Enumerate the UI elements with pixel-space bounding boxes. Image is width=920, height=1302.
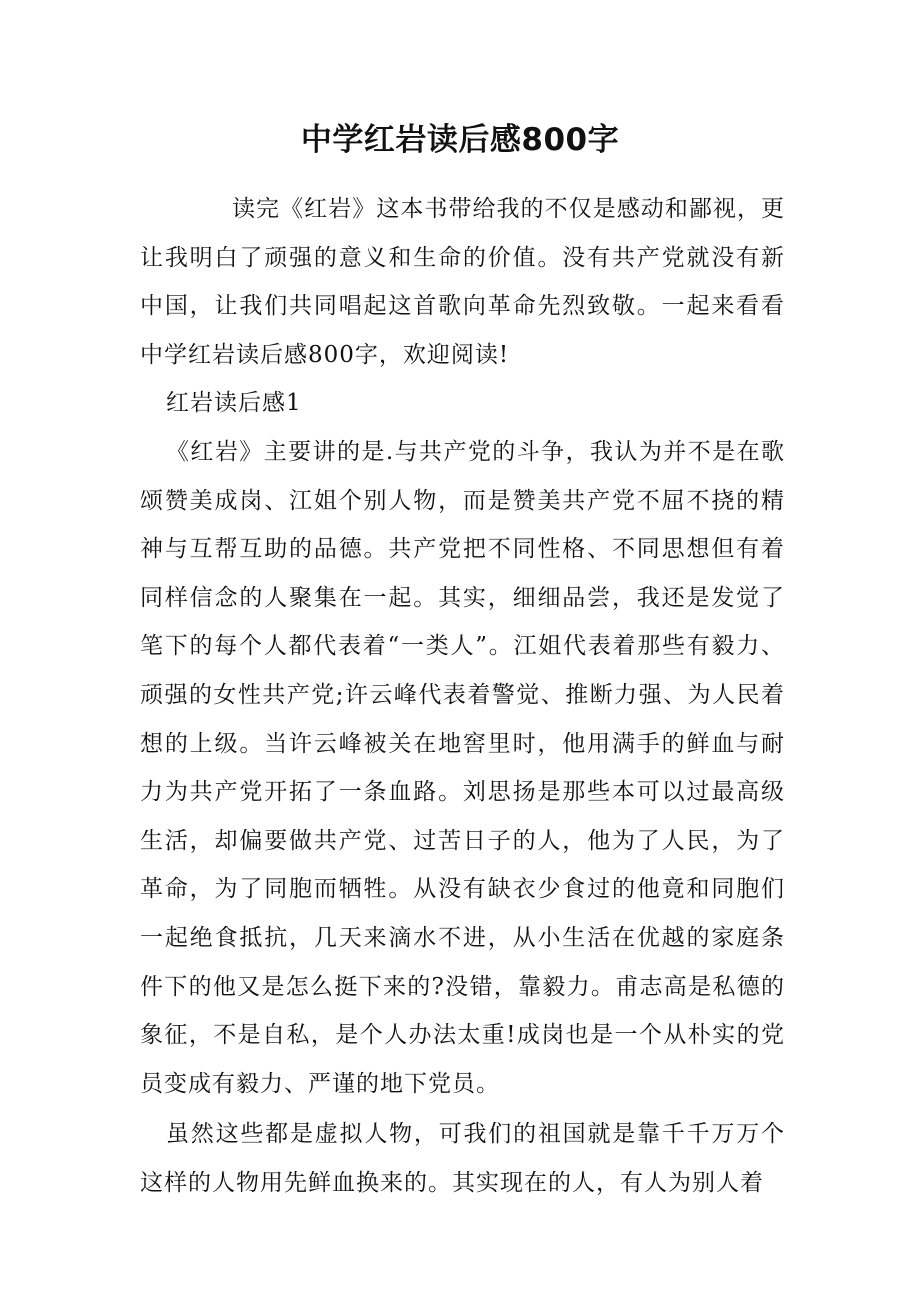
document-body (140, 185, 785, 1207)
section-heading: 红岩读后感1 (166, 390, 302, 417)
document-title: 中学红岩读后感800字 (300, 122, 620, 158)
body-paragraph-1: 《红岩》主要讲的是.与共产党的斗争，我认为并不是在歌颂赞美成岗、江姐个别人物，而是赞美共产党不屈不挠的精神与互帮互助的品德。共产党把不同性格、不同思想但有着同样信念的人聚集在一起。其实，细细品尝，我还是发觉了笔下的每个人都代表着“一类人”。江姐代表着那些有毅力、顽强的女性共产党;许云峰代表着警觉、推断力强、为人民着想的上级。当许云峰被关在地窖里时，他用满手的鲜血与耐力为共产党开拓了一条血路。刘思扬是那些本可以过最高级生活，却偏要做共产党、过苦日子的人，他为了人民，为了革命，为了同胞而牺牲。从没有缺衣少食过的他竟和同胞们一起绝食抵抗，几天来滴水不进，从小生活在优越的家庭条件下的他又是怎么挺下来的?没错，靠毅力。甫志高是私德的象征，不是自私，是个人办法太重!成岗也是一个从朴实的党员变成有毅力、严谨的地下党员。 (140, 438, 785, 1097)
body-paragraph-2: 虽然这些都是虚拟人物，可我们的祖国就是靠千千万万个这样的人物用先鲜血换来的。其实现在的人，有人为别人着 (140, 1121, 785, 1196)
intro-paragraph: 读完《红岩》这本书带给我的不仅是感动和鄙视，更让我明白了顽强的意义和生命的价值。没有共产党就没有新中国，让我们共同唱起这首歌向革命先烈致敬。一起来看看中学红岩读后感800字，欢迎阅读! (140, 196, 785, 368)
